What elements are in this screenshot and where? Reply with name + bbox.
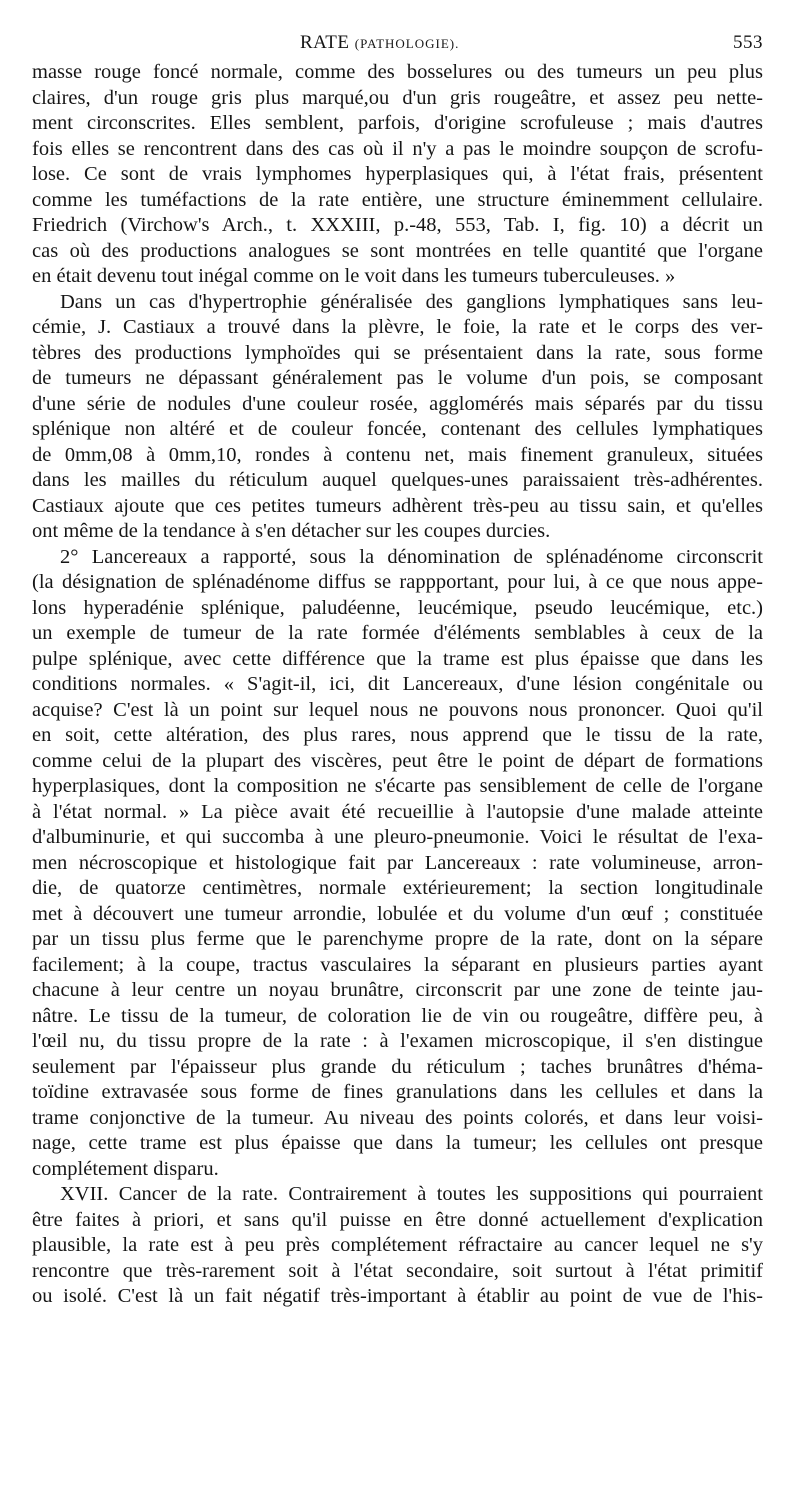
text-line: Friedrich (Virchow's Arch., t. XXXIII, p.-48, 553, Tab. I, fig. 10) a décrit un [32,214,763,236]
text-line: comme celui de la plupart des viscères, peut être le point de départ de formations [32,749,763,772]
text-line: être faites à priori, et sans qu'il puisse en être donné actuellement d'explication [32,1208,763,1231]
body-text [32,60,763,1310]
text-line: d'une série de nodules d'une couleur rosée, agglomérés mais séparés par du tissu [32,392,763,415]
text-line: ont même de la tendance à s'en détacher sur les coupes durcies. [32,520,551,542]
text-line: hyperplasiques, dont la composition ne s'écarte pas sensiblement de celle de l'organe [32,775,763,797]
text-line: (la désignation de splénadénome diffus se rappportant, pour lui, à ce que nous appe- [32,571,763,593]
text-line: en soit, cette altération, des plus rares, nous apprend que le tissu de la rate, [32,724,763,746]
text-line: die, de quatorze centimètres, normale extérieurement; la section longitudinale [32,877,763,899]
text-line: rencontre que très-rarement soit à l'état secondaire, soit surtout à l'état primitif [32,1259,763,1282]
text-line: l'œil nu, du tissu propre de la rate : à l'examen microscopique, il s'en distingue [32,1030,763,1052]
text-line: Castiaux ajoute que ces petites tumeurs adhèrent très-peu au tissu sain, et qu'elles [32,494,763,517]
running-head [32,32,763,58]
text-line: seulement par l'épaisseur plus grande du réticulum ; taches brunâtres d'héma- [32,1055,763,1078]
text-line: à l'état normal. » La pièce avait été recueillie à l'autopsie d'une malade atteinte [32,800,763,823]
text-line: nage, cette trame est plus épaisse que dans la tumeur; les cellules ont presque [32,1132,763,1154]
text-line: comme les tuméfactions de la rate entière, une structure éminemment cellulaire. [32,188,763,211]
running-title-section: (PATHOLOGIE). [354,36,460,51]
text-line: trame conjonctive de la tumeur. Au niveau des points colorés, et dans leur voisi- [32,1106,763,1129]
text-line: acquise? C'est là un point sur lequel nous ne pouvons nous prononcer. Quoi qu'il [32,698,763,721]
text-line: cas où des productions analogues se sont montrées en telle quantité que l'organe [32,239,763,262]
text-line: nâtre. Le tissu de la tumeur, de coloration lie de vin ou rougeâtre, diffère peu, à [32,1004,763,1027]
text-line: met à découvert une tumeur arrondie, lobulée et du volume d'un œuf ; constituée [32,902,763,925]
text-line: ment circonscrites. Elles semblent, parfois, d'origine scrofuleuse ; mais d'autres [32,112,763,134]
text-line: d'albuminurie, et qui succomba à une pleuro-pneumonie. Voici le résultat de l'exa- [32,826,763,848]
text-line: conditions normales. « S'agit-il, ici, dit Lancereaux, d'une lésion congénitale ou [32,673,763,695]
text-line: claires, d'un rouge gris plus marqué,ou d'un gris rougeâtre, et assez peu nette- [32,86,763,109]
running-title-main: RATE [300,32,350,53]
text-line: chacune à leur centre un noyau brunâtre, circonscrit par une zone de teinte jau- [32,979,763,1001]
text-line: pulpe splénique, avec cette différence que la trame est plus épaisse que dans les [32,647,763,670]
text-line: lose. Ce sont de vrais lymphomes hyperplasiques qui, à l'état frais, présentent [32,163,763,185]
text-line: plausible, la rate est à peu près complétement réfractaire au cancer lequel ne s'y [32,1234,763,1256]
text-line: tèbres des productions lymphoïdes qui se présentaient dans la rate, sous forme [32,341,763,364]
section-heading-line: XVII. Cancer de la rate. Contrairement à toutes les suppositions qui pourraient [60,1183,763,1205]
text-line: en était devenu tout inégal comme on le voit dans les tumeurs tuberculeuses. » [32,265,676,287]
text-line: lons hyperadénie splénique, paludéenne, leucémique, pseudo leucémique, etc.) [32,596,763,619]
running-title [300,32,459,54]
text-line: ou isolé. C'est là un fait négatif très-important à établir au point de vue de l'his- [32,1285,763,1307]
text-line: cémie, J. Castiaux a trouvé dans la plèvre, le foie, la rate et le corps des ver- [32,316,763,338]
text-line: dans les mailles du réticulum auquel quelques-unes paraissaient très-adhérentes. [32,469,763,491]
text-line: par un tissu plus ferme que le parenchyme propre de la rate, dont on la sépare [32,928,763,950]
text-line: facilement; à la coupe, tractus vasculaires la séparant en plusieurs parties ayant [32,953,763,976]
text-line: men nécroscopique et histologique fait par Lancereaux : rate volumineuse, arron- [32,851,763,874]
text-line: Dans un cas d'hypertrophie généralisée des ganglions lymphatiques sans leu- [60,290,763,313]
page-number: 553 [733,32,763,53]
text-line: de 0mm,08 à 0mm,10, rondes à contenu net, mais finement granuleux, situées [32,443,763,466]
text-line: complétement disparu. [32,1157,219,1180]
text-line: masse rouge foncé normale, comme des bosselures ou des tumeurs un peu plus [32,61,763,83]
text-line: 2° Lancereaux a rapporté, sous la dénomination de splénadénome circonscrit [60,545,763,568]
book-page [32,0,763,1498]
text-line: fois elles se rencontrent dans des cas où il n'y a pas le moindre soupçon de scrofu- [32,137,763,160]
text-line: un exemple de tumeur de la rate formée d'éléments semblables à ceux de la [32,622,763,644]
text-line: de tumeurs ne dépassant généralement pas le volume d'un pois, se composant [32,367,763,389]
text-line: toïdine extravasée sous forme de fines granulations dans les cellules et dans la [32,1081,763,1103]
text-line: splénique non altéré et de couleur foncée, contenant des cellules lymphatiques [32,418,763,440]
